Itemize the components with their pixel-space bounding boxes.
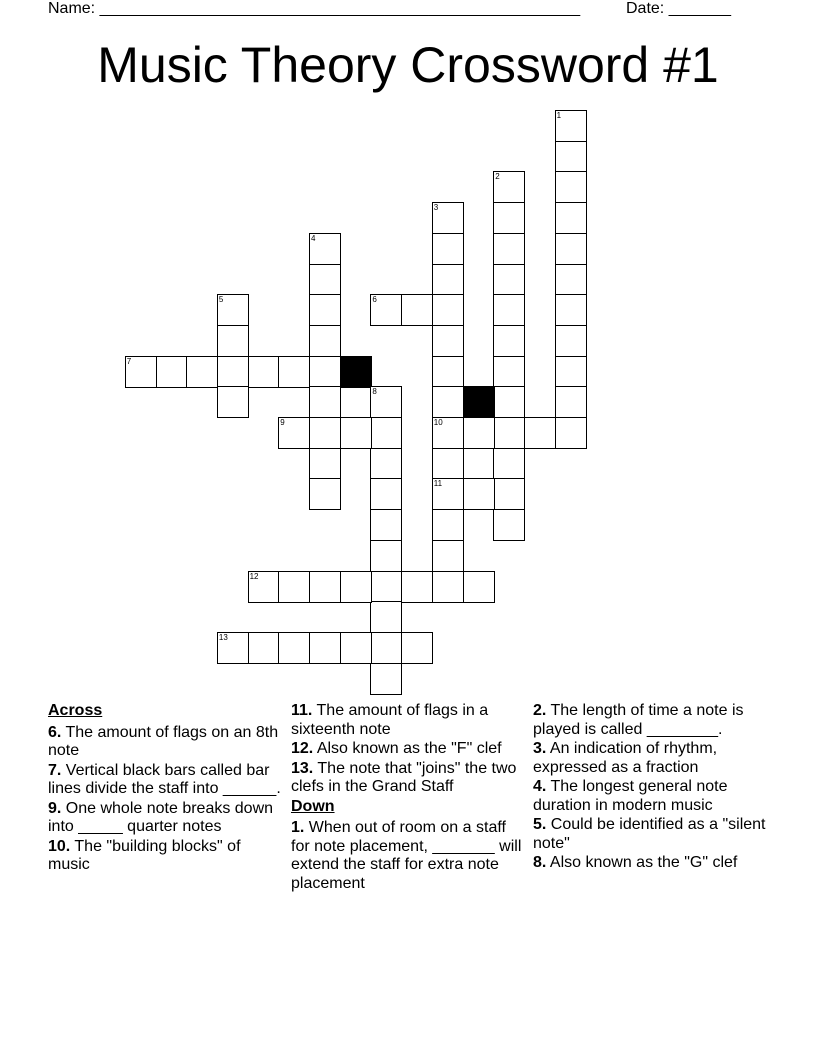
crossword-cell[interactable]: [555, 110, 587, 142]
crossword-cell[interactable]: [555, 386, 587, 418]
clue-number: 4.: [533, 778, 547, 795]
crossword-cell[interactable]: [217, 632, 249, 664]
cell-number: 8: [372, 387, 377, 397]
crossword-cell[interactable]: [370, 478, 402, 510]
cell-number: 4: [311, 233, 316, 243]
crossword-cell[interactable]: [309, 478, 341, 510]
crossword-cell[interactable]: [401, 294, 433, 326]
clue-number: 10.: [48, 837, 71, 855]
crossword-cell[interactable]: [432, 540, 464, 572]
clue-number: 3.: [533, 740, 547, 757]
crossword-cell[interactable]: [401, 632, 433, 664]
cell-number: 9: [280, 418, 285, 427]
across-clue: [48, 800, 284, 837]
clue-number: 8.: [533, 854, 547, 871]
crossword-cell[interactable]: [309, 325, 341, 357]
clue-text: Also known as the "G" clef: [546, 854, 738, 871]
page-title: Music Theory Crossword #1: [97, 37, 719, 93]
crossword-cell[interactable]: [432, 264, 464, 296]
clue-number: 5.: [533, 816, 547, 833]
black-cell: [463, 386, 495, 418]
across-clue: [48, 762, 284, 799]
cell-number: 1: [556, 111, 562, 120]
crossword-cell[interactable]: [432, 478, 464, 510]
crossword-cell[interactable]: [340, 571, 372, 603]
clue-number: 1.: [291, 819, 305, 836]
crossword-cell[interactable]: [432, 571, 464, 603]
crossword-cell[interactable]: [493, 264, 525, 296]
down-clue: [533, 778, 769, 815]
crossword-cell[interactable]: [278, 417, 310, 449]
crossword-cell[interactable]: [217, 294, 249, 326]
black-cell: [340, 356, 372, 388]
down-clue: [533, 740, 769, 777]
down-clue: [533, 816, 769, 853]
crossword-cell[interactable]: [278, 571, 310, 603]
crossword-cell[interactable]: [370, 601, 402, 633]
clue-text: The "building blocks" of music: [48, 837, 241, 873]
cell-number: 5: [218, 295, 224, 305]
crossword-cell[interactable]: [370, 632, 402, 664]
crossword-cell[interactable]: [493, 325, 525, 357]
crossword-cell[interactable]: [463, 417, 495, 449]
crossword-cell[interactable]: [432, 448, 464, 480]
crossword-cell[interactable]: [432, 294, 464, 326]
crossword-cell[interactable]: [493, 202, 525, 234]
crossword-cell[interactable]: [248, 571, 280, 603]
crossword-cell[interactable]: [432, 325, 464, 357]
crossword-cell[interactable]: [370, 509, 402, 541]
crossword-cell[interactable]: [493, 356, 525, 388]
crossword-cell[interactable]: [309, 233, 341, 265]
cell-number: 12: [249, 571, 259, 581]
cell-number: 3: [433, 203, 439, 213]
clue-number: 12.: [291, 740, 314, 757]
crossword-cell[interactable]: [156, 356, 188, 388]
crossword-cell[interactable]: [493, 417, 525, 449]
clue-text: Also known as the "F" clef: [313, 740, 502, 757]
across-clue: [291, 702, 527, 739]
crossword-cell[interactable]: [493, 294, 525, 326]
crossword-cell[interactable]: [217, 356, 249, 388]
clue-number: 6.: [48, 723, 62, 741]
crossword-cell[interactable]: [432, 202, 464, 234]
crossword-cell[interactable]: [370, 448, 402, 480]
across-clue: [291, 740, 527, 759]
crossword-cell[interactable]: [432, 386, 464, 418]
clue-text: The amount of flags on an 8th note: [48, 723, 279, 759]
date-field: Date: _______: [626, 0, 731, 17]
clue-column-3: [533, 702, 769, 874]
crossword-cell[interactable]: [309, 417, 341, 449]
cell-number: 10: [433, 418, 443, 427]
clue-text: The note that "joins" the two clefs in the Grand Staff: [291, 759, 517, 795]
cell-number: 6: [372, 295, 377, 305]
crossword-cell[interactable]: [370, 571, 402, 603]
down-clue: [291, 819, 527, 893]
crossword-cell[interactable]: [309, 571, 341, 603]
crossword-cell[interactable]: [432, 233, 464, 265]
clue-text: One whole note breaks down into _____ quarter notes: [48, 799, 274, 835]
crossword-cell[interactable]: [555, 417, 587, 449]
crossword-cell[interactable]: [370, 294, 402, 326]
clue-text: The longest general note duration in modern music: [533, 778, 728, 814]
crossword-cell[interactable]: [555, 202, 587, 234]
clue-text: The amount of flags in a sixteenth note: [291, 702, 489, 738]
crossword-cell[interactable]: [555, 141, 587, 173]
across-clue: [48, 724, 284, 761]
crossword-cell[interactable]: [340, 417, 372, 449]
crossword-cell[interactable]: [370, 386, 402, 418]
crossword-cell[interactable]: [555, 264, 587, 296]
crossword-cell[interactable]: [555, 294, 587, 326]
clue-number: 9.: [48, 799, 62, 817]
crossword-cell[interactable]: [278, 356, 310, 388]
crossword-cell[interactable]: [248, 632, 280, 664]
crossword-cell[interactable]: [555, 233, 587, 265]
clue-number: 11.: [291, 702, 313, 719]
crossword-cell[interactable]: [217, 325, 249, 357]
clue-text: The length of time a note is played is called ________.: [533, 702, 744, 738]
clue-column-1: [48, 702, 284, 876]
crossword-cell[interactable]: [493, 171, 525, 203]
crossword-cell[interactable]: [186, 356, 218, 388]
crossword-cell[interactable]: [432, 356, 464, 388]
clue-text: An indication of rhythm, expressed as a fraction: [533, 740, 718, 776]
crossword-cell[interactable]: [309, 632, 341, 664]
clue-column-2: [291, 702, 527, 894]
crossword-cell[interactable]: [370, 540, 402, 572]
across-clue: [291, 760, 527, 797]
crossword-cell[interactable]: [340, 632, 372, 664]
name-field: Name: ______________________________________________________: [48, 0, 581, 17]
crossword-cell[interactable]: [493, 448, 525, 480]
crossword-cell[interactable]: [432, 509, 464, 541]
clue-number: 7.: [48, 761, 62, 779]
crossword-cell[interactable]: [217, 386, 249, 418]
crossword-cell[interactable]: [493, 478, 525, 510]
clue-number: 13.: [291, 759, 314, 777]
crossword-cell[interactable]: [309, 264, 341, 296]
crossword-cell[interactable]: [524, 417, 556, 449]
clue-text: Vertical black bars called bar lines divide the staff into ______.: [48, 761, 281, 797]
crossword-cell[interactable]: [493, 386, 525, 418]
crossword-cell[interactable]: [278, 632, 310, 664]
crossword-cell[interactable]: [463, 478, 495, 510]
crossword-cell[interactable]: [248, 356, 280, 388]
crossword-cell[interactable]: [309, 294, 341, 326]
crossword-cell[interactable]: [555, 356, 587, 388]
cell-number: 13: [218, 632, 228, 642]
down-heading: Down: [291, 797, 335, 815]
crossword-cell[interactable]: [493, 509, 525, 541]
crossword-cell[interactable]: [370, 417, 402, 449]
crossword-cell[interactable]: [463, 571, 495, 603]
crossword-cell[interactable]: [432, 417, 464, 449]
crossword-cell[interactable]: [309, 448, 341, 480]
crossword-cell[interactable]: [125, 356, 157, 388]
crossword-cell[interactable]: [401, 571, 433, 603]
cell-number: 11: [433, 479, 443, 489]
across-clue: [48, 838, 284, 875]
crossword-cell[interactable]: [493, 233, 525, 265]
cell-number: 2: [495, 172, 500, 182]
cell-number: 7: [126, 356, 132, 366]
down-clue: [533, 702, 769, 739]
clue-text: Could be identified as a "silent note": [533, 816, 766, 852]
crossword-cell[interactable]: [555, 171, 587, 203]
crossword-cell[interactable]: [309, 356, 341, 388]
down-clue: [533, 854, 769, 873]
clue-text: When out of room on a staff for note placement, _______ will extend the staff for extra note placement: [291, 819, 522, 892]
crossword-cell[interactable]: [370, 663, 402, 695]
clue-number: 2.: [533, 702, 547, 719]
crossword-cell[interactable]: [309, 386, 341, 418]
across-heading: Across: [48, 702, 103, 719]
crossword-cell[interactable]: [555, 325, 587, 357]
